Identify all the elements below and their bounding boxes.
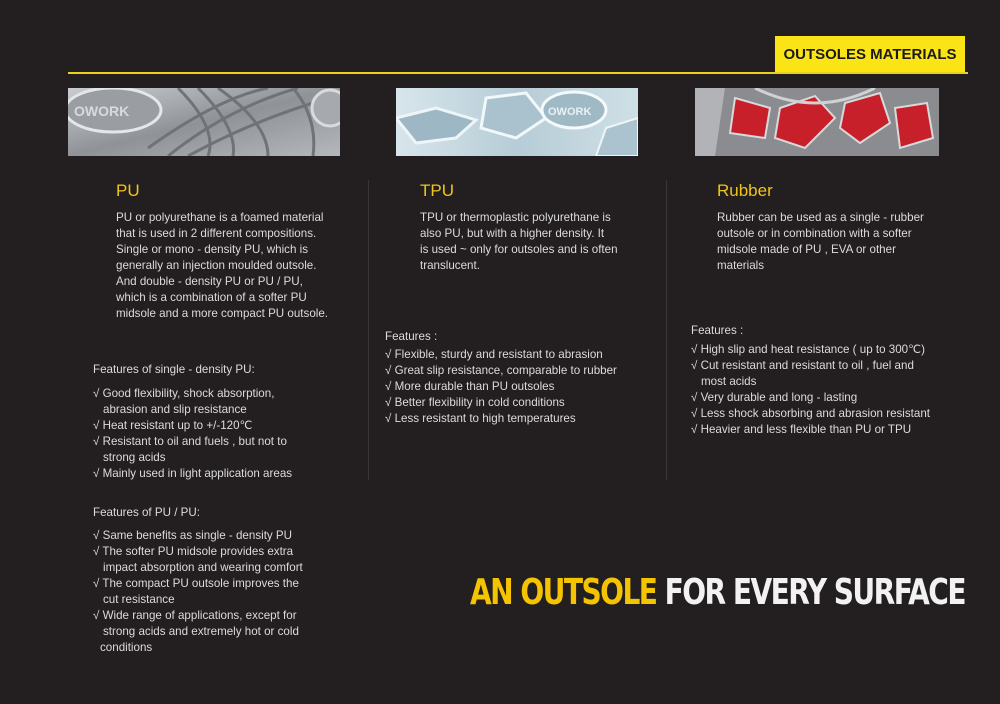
- section-badge: OUTSOLES MATERIALS: [775, 36, 965, 73]
- list-item: √ Same benefits as single - density PU: [93, 529, 293, 542]
- tpu-title: TPU: [420, 181, 454, 200]
- headline-highlight: AN OUTSOLE: [470, 572, 657, 613]
- list-item: cut resistance: [103, 593, 175, 606]
- tpu-description: TPU or thermoplastic polyurethane is also PU, but with a higher density. It is used ~ only for outsoles and is often translucent.: [420, 211, 618, 272]
- pu-sole-image: [68, 88, 340, 156]
- rubber-features-heading: Features :: [691, 324, 744, 337]
- headline-rest: FOR EVERY SURFACE: [656, 572, 965, 613]
- pu-double-heading: Features of PU / PU:: [93, 506, 200, 519]
- tpu-features-heading: Features :: [385, 330, 438, 343]
- list-item: √ High slip and heat resistance ( up to 300℃): [691, 343, 925, 356]
- pu-title: PU: [116, 181, 140, 200]
- list-item: √ Very durable and long - lasting: [691, 391, 858, 404]
- list-item: √ The softer PU midsole provides extra: [93, 545, 294, 558]
- list-item: √ Great slip resistance, comparable to rubber: [385, 364, 617, 377]
- list-item: √ Good flexibility, shock absorption,: [93, 387, 275, 400]
- rubber-features: [691, 342, 930, 438]
- list-item: impact absorption and wearing comfort: [103, 561, 303, 574]
- tpu-sole-image: [396, 88, 668, 156]
- column-divider: [666, 180, 667, 480]
- column-divider: [368, 180, 369, 480]
- list-item: √ The compact PU outsole improves the: [93, 577, 299, 590]
- pu-single-heading: Features of single - density PU:: [93, 363, 255, 376]
- list-item: √ Heavier and less flexible than PU or TPU: [691, 423, 912, 436]
- list-item: strong acids and extremely hot or cold: [103, 625, 299, 638]
- list-item: strong acids: [103, 451, 166, 464]
- list-item: √ Cut resistant and resistant to oil , fuel and: [691, 359, 914, 372]
- pu-double-features: [93, 528, 303, 656]
- list-item: √ Wide range of applications, except for: [93, 609, 297, 622]
- list-item: √ More durable than PU outsoles: [385, 380, 555, 393]
- tpu-features: [385, 347, 617, 427]
- rubber-sole-image: [695, 88, 967, 156]
- tpu-photo-text: OWORK: [548, 106, 592, 118]
- list-item: conditions: [100, 641, 153, 654]
- rubber-description: Rubber can be used as a single - rubber outsole or in combination with a softer midsole made of PU , EVA or other materials: [717, 211, 924, 272]
- list-item: √ Better flexibility in cold conditions: [385, 396, 565, 409]
- pu-single-features: [93, 386, 292, 482]
- list-item: √ Flexible, sturdy and resistant to abrasion: [385, 348, 603, 361]
- headline: [470, 572, 965, 613]
- list-item: √ Heat resistant up to +/-120℃: [93, 419, 253, 432]
- list-item: √ Less resistant to high temperatures: [385, 412, 576, 425]
- header-rule: [68, 72, 968, 74]
- list-item: √ Resistant to oil and fuels , but not to: [93, 435, 287, 448]
- rubber-title: Rubber: [717, 181, 773, 200]
- list-item: √ Mainly used in light application areas: [93, 467, 293, 480]
- list-item: abrasion and slip resistance: [103, 403, 247, 416]
- pu-description: PU or polyurethane is a foamed material that is used in 2 different compositions. Single or mono - density PU, which is generally an injection moulded outsole. And double - density PU or PU / PU, which is a combination of a softer PU midsole and a more compact PU outsole.: [116, 211, 329, 320]
- list-item: most acids: [701, 375, 757, 388]
- pu-photo-text: OWORK: [74, 103, 130, 119]
- list-item: √ Less shock absorbing and abrasion resistant: [691, 407, 931, 420]
